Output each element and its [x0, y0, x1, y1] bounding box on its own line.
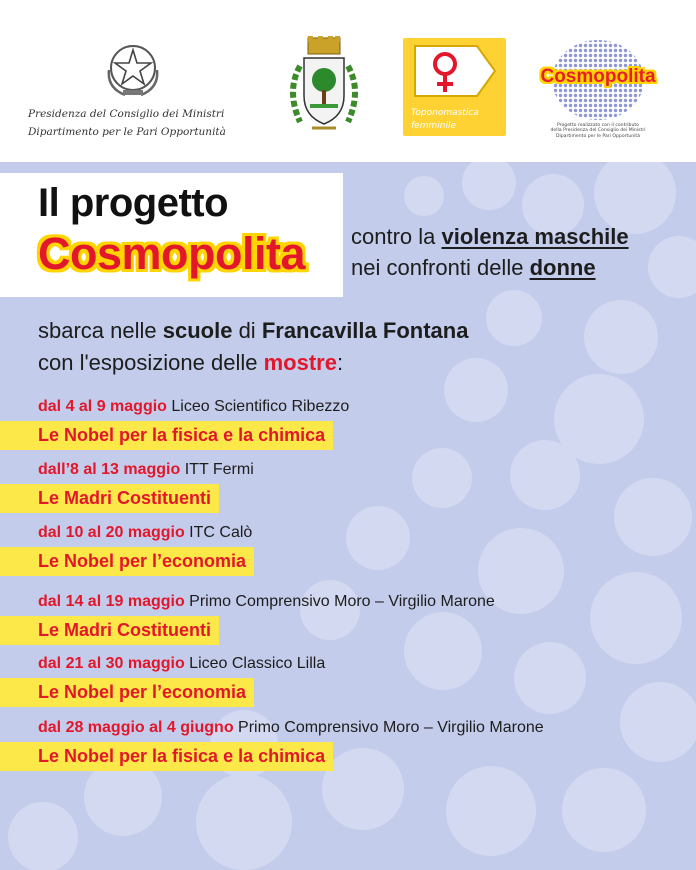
decorative-bubble [446, 766, 536, 856]
decorative-bubble [444, 358, 508, 422]
decorative-bubble [648, 236, 696, 298]
schedule-dates [38, 719, 544, 737]
subtitle-text: contro la [351, 224, 442, 249]
francavilla-coat-of-arms-icon [282, 36, 366, 138]
subtitle-highlight: donne [529, 255, 596, 280]
cosmopolita-credit [528, 123, 668, 139]
exhibit-title: Le Nobel per la fisica e la chimica [0, 421, 333, 450]
gov-caption-line1: Presidenza del Consiglio dei Ministri [28, 108, 225, 120]
school-name: ITC Calò [184, 524, 253, 541]
decorative-bubble [590, 572, 682, 664]
intro-text: : [336, 350, 344, 375]
toponomastica-label-line2: femminile [411, 121, 456, 131]
decorative-bubble [510, 440, 580, 510]
schedule-dates [38, 593, 495, 611]
cosmopolita-logo-text: Cosmopolita [540, 66, 656, 87]
schedule-dates [38, 398, 349, 416]
logo-header [0, 0, 696, 162]
decorative-bubble [462, 162, 516, 210]
date-range: dal 28 maggio al 4 giugno [38, 719, 234, 736]
decorative-bubble [614, 478, 692, 556]
intro-text: con l'esposizione delle [38, 350, 264, 375]
decorative-bubble [412, 448, 472, 508]
toponomastica-logo [403, 38, 506, 136]
date-range: dal 14 al 19 maggio [38, 593, 185, 610]
subtitle-line-2 [351, 255, 596, 281]
gov-caption-line2: Dipartimento per le Pari Opportunità [28, 126, 226, 138]
intro-text: di [232, 318, 262, 343]
school-name: Primo Comprensivo Moro – Virgilio Marone [233, 719, 544, 736]
decorative-bubble [620, 682, 696, 762]
intro-bold: Francavilla Fontana [261, 318, 469, 343]
date-range: dal 10 al 20 maggio [38, 524, 185, 541]
schedule-dates [38, 524, 252, 542]
decorative-bubble [486, 290, 542, 346]
decorative-bubble [562, 768, 646, 852]
italian-republic-emblem-icon [103, 38, 163, 100]
decorative-bubble [404, 176, 444, 216]
decorative-bubble [346, 506, 410, 570]
exhibit-title: Le Nobel per l’economia [0, 547, 254, 576]
school-name: Primo Comprensivo Moro – Virgilio Marone [184, 593, 495, 610]
school-name: Liceo Scientifico Ribezzo [166, 398, 350, 415]
toponomastica-label-line1: Toponomastica [411, 108, 479, 118]
decorative-bubble [322, 748, 404, 830]
intro-line-2 [38, 350, 343, 376]
decorative-bubble [8, 802, 78, 870]
title-cosmopolita: Cosmopolita [38, 228, 306, 279]
subtitle-text: nei confronti delle [351, 255, 530, 280]
subtitle-line-1 [351, 224, 629, 250]
schedule-dates [38, 461, 254, 479]
decorative-bubble [196, 774, 292, 870]
street-sign-female-icon [413, 44, 497, 102]
school-name: ITT Fermi [180, 461, 254, 478]
date-range: dal 4 al 9 maggio [38, 398, 167, 415]
intro-line-1 [38, 318, 468, 344]
exhibit-title: Le Madri Costituenti [0, 616, 219, 645]
exhibit-title: Le Nobel per la fisica e la chimica [0, 742, 333, 771]
date-range: dal 21 al 30 maggio [38, 655, 185, 672]
intro-highlight: mostre [263, 350, 337, 375]
decorative-bubble [584, 300, 658, 374]
credit-line-1: Progetto realizzato con il contributo [557, 123, 639, 128]
intro-bold: scuole [162, 318, 233, 343]
schedule-dates [38, 655, 325, 673]
date-range: dall’8 al 13 maggio [38, 461, 181, 478]
school-name: Liceo Classico Lilla [184, 655, 326, 672]
credit-line-3: Dipartimento per le Pari Opportunità [555, 133, 641, 139]
decorative-bubble [404, 612, 482, 690]
title-line-1: Il progetto [38, 181, 229, 225]
subtitle-highlight: violenza maschile [441, 224, 629, 249]
credit-line-2: della Presidenza del Consiglio dei Ministri [550, 128, 646, 134]
exhibit-title: Le Nobel per l’economia [0, 678, 254, 707]
intro-text: sbarca nelle [38, 318, 163, 343]
decorative-bubble [514, 642, 586, 714]
exhibit-title: Le Madri Costituenti [0, 484, 219, 513]
